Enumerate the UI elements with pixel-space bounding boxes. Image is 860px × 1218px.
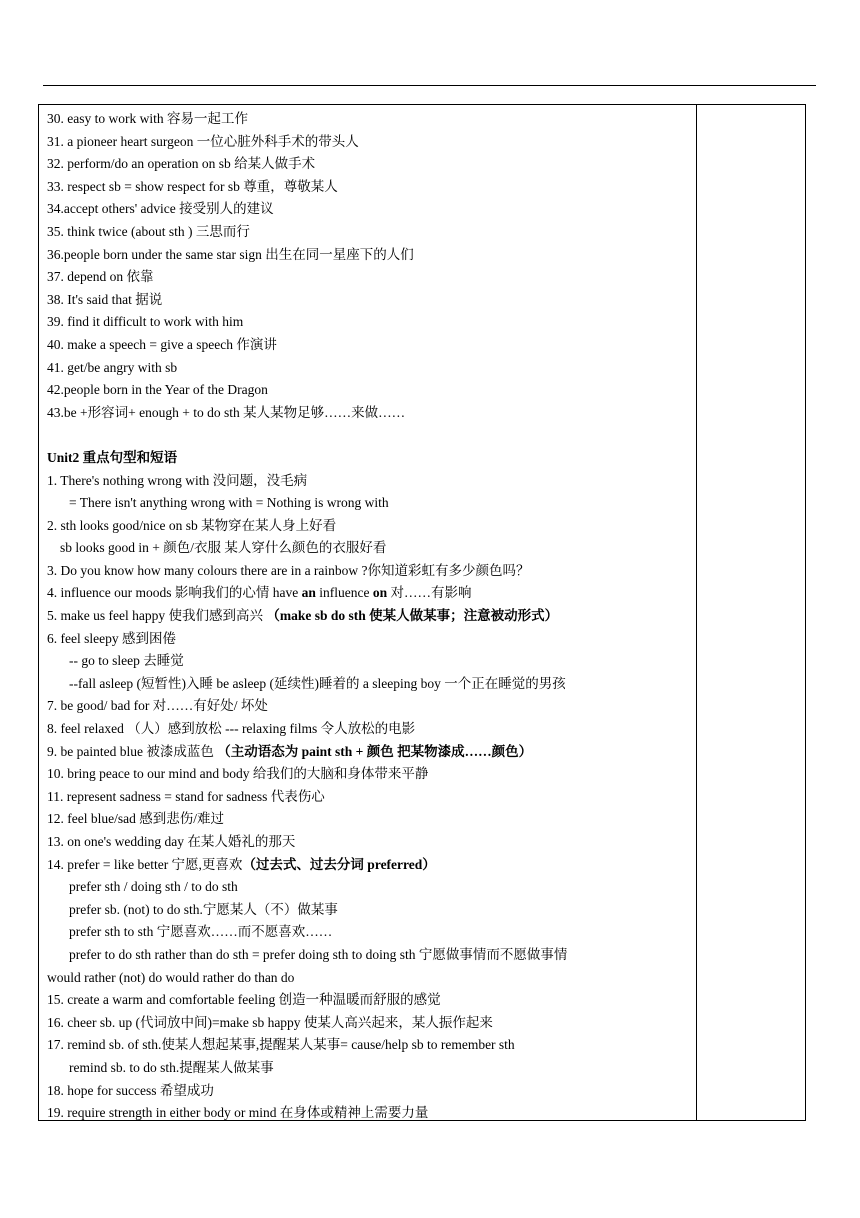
unit2-line-7: 7. be good/ bad for 对……有好处/ 坏处 — [47, 698, 268, 714]
unit2-line-1: 1. There's nothing wrong with 没问题，没毛病 — [47, 472, 308, 488]
unit2-line-5-text: 5. make us feel happy 使我们感到高兴 — [47, 608, 267, 624]
unit2-line-15: 15. create a warm and comfortable feeling 创造一种温暖而舒服的感觉 — [47, 992, 441, 1008]
unit2-line-19: 19. require strength in either body or mind 在身体或精神上需要力量 — [47, 1105, 429, 1121]
unit2-line-17: 17. remind sb. of sth.使某人想起某事,提醒某人某事= cause/help sb to remember sth — [47, 1037, 515, 1053]
vocab-line-33: 33. respect sb = show respect for sb 尊重，尊敬某人 — [47, 178, 338, 194]
unit2-line-16: 16. cheer sb. up (代词放中间)=make sb happy 使某人高兴起来，某人振作起来 — [47, 1014, 493, 1030]
unit2-line-17-sub: remind sb. to do sth.提醒某人做某事 — [69, 1059, 274, 1075]
vocab-line-41: 41. get/be angry with sb — [47, 359, 178, 375]
vocab-line-37: 37. depend on 依靠 — [47, 269, 154, 285]
unit2-line-11: 11. represent sadness = stand for sadness 代表伤心 — [47, 788, 325, 804]
unit2-line-14-sub-5: would rather (not) do would rather do than do — [47, 969, 295, 985]
page-header-rule — [43, 85, 816, 86]
vocab-line-35: 35. think twice (about sth ) 三思而行 — [47, 223, 250, 239]
unit2-line-2: 2. sth looks good/nice on sb 某物穿在某人身上好看 — [47, 517, 337, 533]
unit2-line-4-part-a: 4. influence our moods 影响我们的心情 have — [47, 585, 302, 601]
unit2-line-5-note: （make sb do sth 使某人做某事；注意被动形式） — [266, 608, 559, 624]
unit2-line-14-sub-4: prefer to do sth rather than do sth = prefer doing sth to doing sth 宁愿做事情而不愿做事情 — [69, 946, 568, 962]
vocab-line-36: 36.people born under the same star sign 出生在同一星座下的人们 — [47, 246, 414, 262]
unit2-line-14-sub-3: prefer sth to sth 宁愿喜欢……而不愿喜欢…… — [69, 924, 333, 940]
unit2-line-6-sub-1: -- go to sleep 去睡觉 — [69, 653, 184, 669]
unit2-line-4-part-e: 对……有影响 — [387, 585, 472, 601]
unit2-line-9-note: （主动语态为 paint sth + 颜色 把某物漆成……颜色） — [217, 743, 533, 759]
unit2-line-9 — [47, 741, 692, 764]
unit2-heading: Unit2 重点句型和短语 — [47, 449, 178, 465]
vocab-line-32: 32. perform/do an operation on sb 给某人做手术 — [47, 156, 316, 172]
unit2-line-14-text: 14. prefer = like better 宁愿,更喜欢 — [47, 856, 243, 872]
notes-table — [38, 104, 806, 1121]
unit2-line-6-sub-2: --fall asleep (短暂性)入睡 be asleep (延续性)睡着的 a sleeping boy 一个正在睡觉的男孩 — [69, 675, 566, 691]
unit2-line-14-note: （过去式、过去分词 preferred） — [242, 856, 436, 872]
unit2-line-9-text: 9. be painted blue 被漆成蓝色 — [47, 743, 218, 759]
unit2-line-14-sub-1: prefer sth / doing sth / to do sth — [69, 879, 238, 895]
unit2-line-8: 8. feel relaxed （人）感到放松 --- relaxing films 令人放松的电影 — [47, 721, 416, 737]
vocab-line-34: 34.accept others' advice 接受别人的建议 — [47, 201, 274, 217]
unit2-line-4-part-c: influence — [315, 585, 373, 601]
vocab-line-38: 38. It's said that 据说 — [47, 291, 163, 307]
unit2-line-12: 12. feel blue/sad 感到悲伤/难过 — [47, 811, 224, 827]
vocab-line-39: 39. find it difficult to work with him — [47, 314, 244, 330]
vocab-line-31: 31. a pioneer heart surgeon 一位心脏外科手术的带头人 — [47, 133, 359, 149]
unit2-line-4-bold-on: on — [372, 585, 388, 601]
unit2-line-18: 18. hope for success 希望成功 — [47, 1082, 214, 1098]
unit2-line-1-sub: = There isn't anything wrong with = Nothing is wrong with — [69, 495, 389, 511]
notes-content — [47, 108, 692, 1125]
unit2-line-2-sub: sb looks good in + 颜色/衣服 某人穿什么颜色的衣服好看 — [60, 540, 387, 556]
unit2-line-6: 6. feel sleepy 感到困倦 — [47, 630, 176, 646]
unit2-line-5 — [47, 605, 692, 628]
vocab-line-30: 30. easy to work with 容易一起工作 — [47, 111, 248, 126]
unit2-line-4 — [47, 582, 692, 605]
table-column-divider — [696, 105, 697, 1120]
unit2-line-3: 3. Do you know how many colours there are in a rainbow ?你知道彩虹有多少颜色吗？ — [47, 562, 530, 578]
unit2-line-13: 13. on one's wedding day 在某人婚礼的那天 — [47, 834, 296, 849]
vocab-line-42: 42.people born in the Year of the Dragon — [47, 382, 268, 398]
unit2-line-4-bold-an: an — [301, 585, 316, 601]
vocab-line-43: 43.be +形容词+ enough + to do sth 某人某物足够……来做…… — [47, 404, 406, 420]
vocab-line-40: 40. make a speech = give a speech 作演讲 — [47, 336, 277, 352]
unit2-line-14 — [47, 854, 692, 877]
unit2-line-10: 10. bring peace to our mind and body 给我们的大脑和身体带来平静 — [47, 766, 429, 782]
unit2-line-14-sub-2: prefer sb. (not) to do sth.宁愿某人（不）做某事 — [69, 901, 338, 917]
section-spacer — [47, 424, 692, 447]
